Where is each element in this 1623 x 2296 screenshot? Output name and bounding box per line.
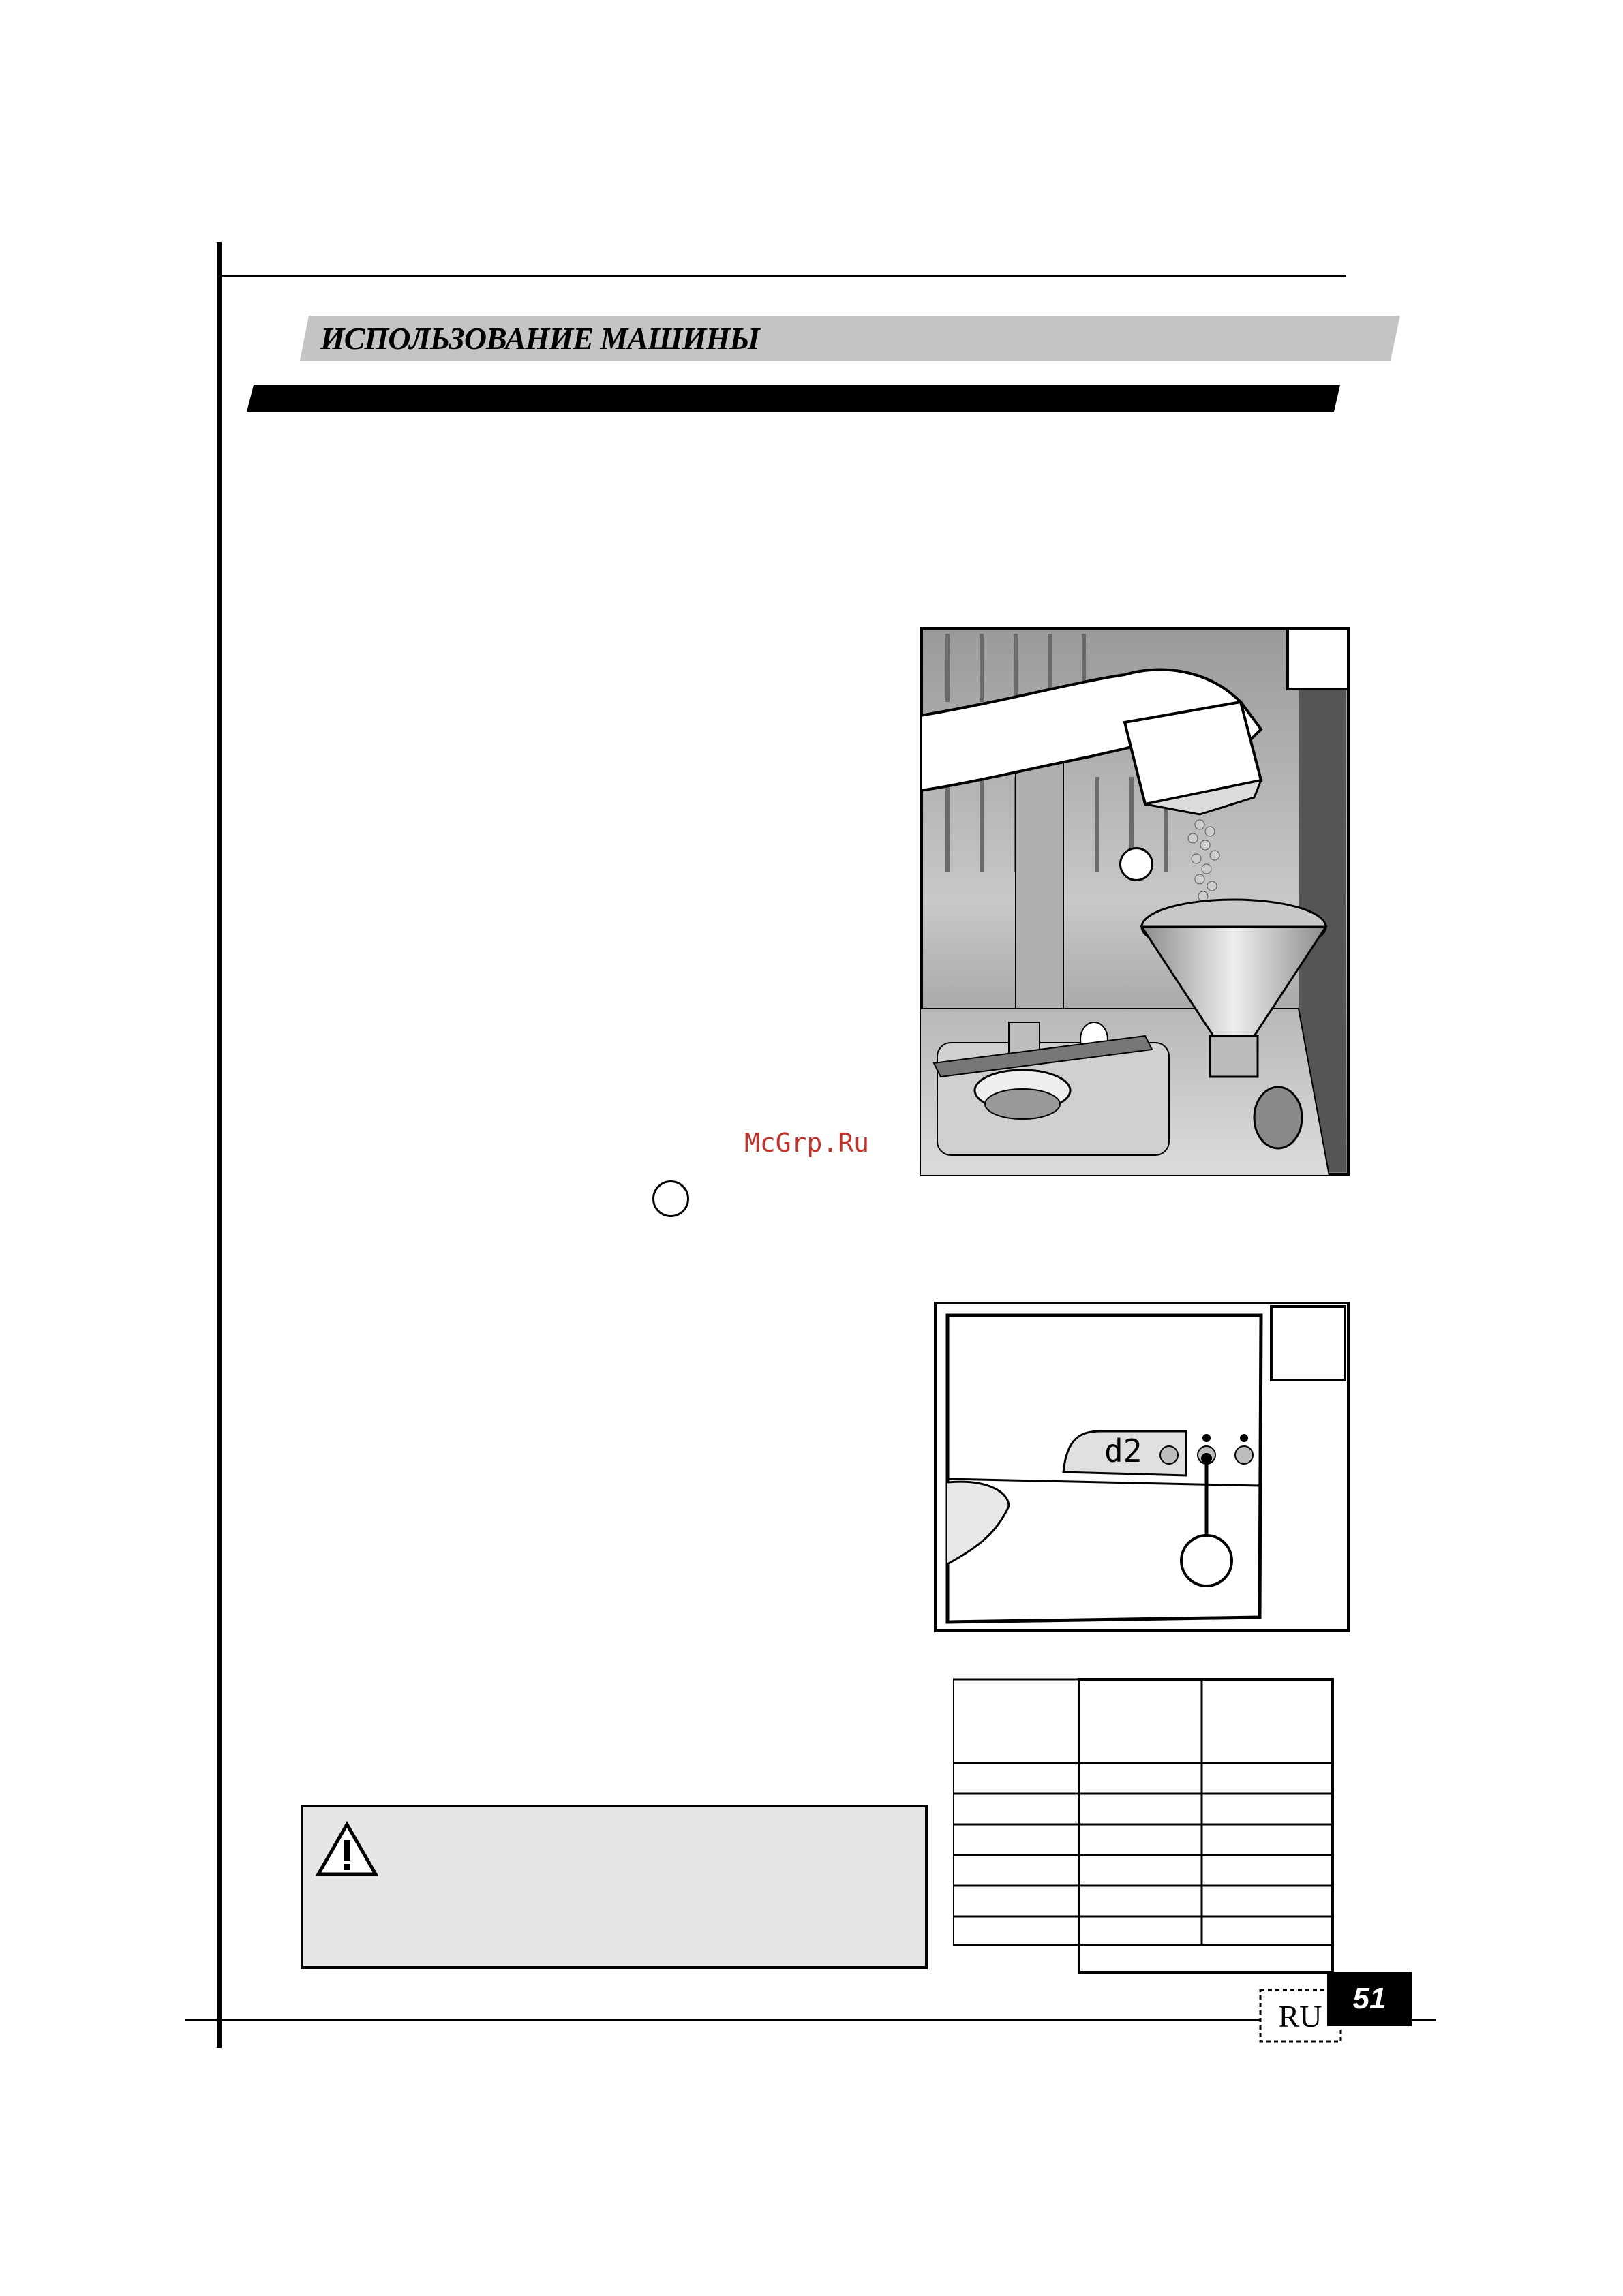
text-callout-circle bbox=[652, 1180, 689, 1217]
watermark: McGrp.Ru bbox=[744, 1128, 870, 1158]
figure-1-tag bbox=[1286, 627, 1350, 690]
warning-triangle-icon bbox=[316, 1821, 378, 1877]
figure-1-callout-circle bbox=[1119, 847, 1153, 881]
warning-box bbox=[301, 1805, 928, 1969]
section-title: ИСПОЛЬЗОВАНИЕ МАШИНЫ bbox=[320, 321, 759, 356]
figure-2-tag bbox=[1270, 1305, 1346, 1381]
language-code: RU bbox=[1278, 1999, 1322, 2034]
settings-table bbox=[953, 1678, 1335, 1974]
figure-1-salt-loading bbox=[920, 627, 1350, 1176]
display-code: d2 bbox=[1104, 1433, 1142, 1469]
title-band bbox=[0, 0, 1623, 477]
left-margin-rule bbox=[217, 242, 222, 2048]
page-number: 51 bbox=[1327, 1972, 1412, 2026]
bottom-rule bbox=[185, 2019, 1436, 2021]
